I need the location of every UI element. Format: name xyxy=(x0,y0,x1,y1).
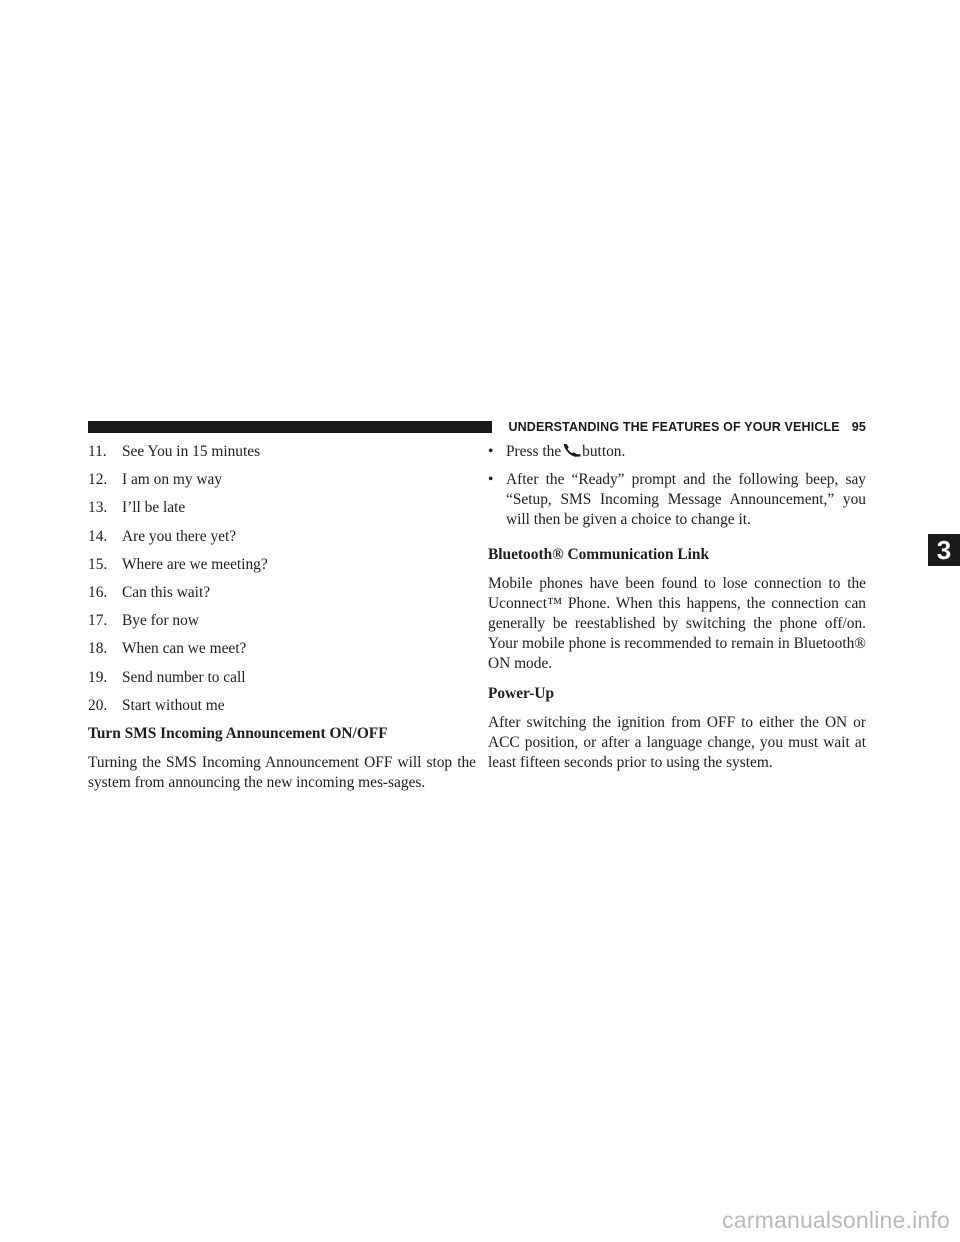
message-list xyxy=(88,442,476,716)
bullet-setup-announcement: • After the “Ready” prompt and the following beep, say “Setup, SMS Incoming Message Announcement,” you will then be given a choice to change it. xyxy=(488,471,866,528)
list-item: 18. When can we meet? xyxy=(88,640,247,658)
bullet-dot: • xyxy=(488,443,494,460)
header-rule xyxy=(88,421,492,433)
bullet-dot: • xyxy=(488,471,494,488)
sms-announcement-heading: Turn SMS Incoming Announcement ON/OFF xyxy=(88,724,388,742)
page-number: 95 xyxy=(851,420,866,434)
bluetooth-paragraph: Mobile phones have been found to lose connection to the Uconnect™ Phone. When this happens, the connection can generally be reestablished by switching the phone off/on. Your mobile phone is recommended to remain in Bluetooth® ON mode. xyxy=(488,575,866,672)
left-column xyxy=(88,442,476,793)
watermark: carmanualsonline.info xyxy=(722,1207,950,1233)
list-item: 15. Where are we meeting? xyxy=(88,555,268,573)
list-item: 20. Start without me xyxy=(88,696,225,714)
list-item: 16. Can this wait? xyxy=(88,583,211,601)
list-item: 13. I’ll be late xyxy=(88,499,186,517)
right-column xyxy=(488,442,866,773)
list-item: 11. See You in 15 minutes xyxy=(88,443,261,460)
bluetooth-heading: Bluetooth® Communication Link xyxy=(488,546,710,563)
power-up-paragraph: After switching the ignition from OFF to either the ON or ACC position, or after a language change, you must wait at least fifteen seconds prior to using the system. xyxy=(488,714,866,771)
power-up-heading: Power-Up xyxy=(488,685,555,702)
chapter-tab: 3 xyxy=(928,534,960,566)
section-title: UNDERSTANDING THE FEATURES OF YOUR VEHICLE xyxy=(508,420,840,434)
phone-icon xyxy=(563,443,581,457)
list-item: 17. Bye for now xyxy=(88,612,199,630)
list-item: 14. Are you there yet? xyxy=(88,527,237,545)
list-item: 12. I am on my way xyxy=(88,471,223,489)
running-header xyxy=(504,418,866,436)
sms-announcement-paragraph: Turning the SMS Incoming Announcement OFF will stop the system from announcing the new incoming mes-sages. xyxy=(88,753,476,791)
list-item: 19. Send number to call xyxy=(88,668,246,686)
bullet-press-phone: • Press the button. xyxy=(488,443,626,460)
